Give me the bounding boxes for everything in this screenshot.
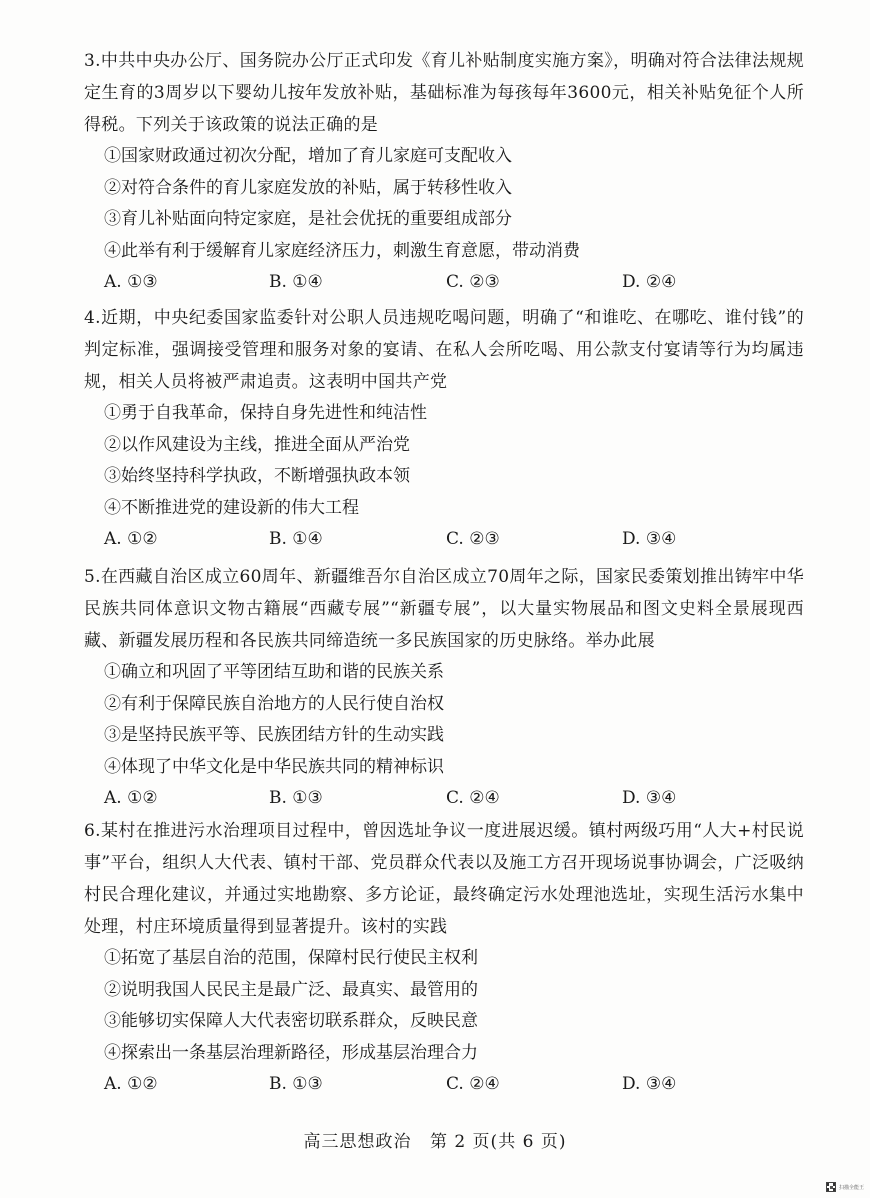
option-2: ②对符合条件的育儿家庭发放的补贴，属于转移性收入 (104, 177, 512, 198)
page-footer (0, 1127, 870, 1152)
scanner-watermark-text: 扫描全能王 (839, 1184, 865, 1191)
answer-a[interactable]: A. ①② (104, 529, 158, 550)
option-2: ②说明我国人民民主是最广泛、最真实、最管用的 (104, 979, 478, 1000)
option-3: ③能够切实保障人大代表密切联系群众，反映民意 (104, 1011, 478, 1032)
question-6 (84, 815, 804, 1100)
answer-d[interactable]: D. ③④ (622, 1074, 677, 1095)
answer-c[interactable]: C. ②③ (446, 272, 500, 293)
answer-c[interactable]: C. ②③ (446, 529, 500, 550)
footer-subject: 高三思想政治 (303, 1132, 412, 1152)
question-stem: 6.某村在推进污水治理项目过程中，曾因选址争议一度进展迟缓。镇村两级巧用“人大+村民说事”平台，组织人大代表、镇村干部、党员群众代表以及施工方召开现场说事协调会，广泛吸纳村民合理化建议，并通过实地勘察、多方论证，最终确定污水处理池选址，实现生活污水集中处理，村庄环境质量得到显著提升。该村的实践 (84, 821, 804, 937)
question-3 (84, 45, 804, 298)
answer-choices (84, 524, 804, 555)
option-2: ②以作风建设为主线，推进全面从严治党 (104, 434, 410, 455)
answer-b[interactable]: B. ①③ (269, 1074, 323, 1095)
option-4: ④体现了中华文化是中华民族共同的精神标识 (104, 756, 444, 777)
question-5 (84, 561, 804, 814)
answer-a[interactable]: A. ①② (104, 1074, 158, 1095)
option-3: ③始终坚持科学执政，不断增强执政本领 (104, 466, 410, 487)
option-1: ①确立和巩固了平等团结互助和谐的民族关系 (104, 662, 444, 682)
question-stem: 4.近期，中央纪委国家监委针对公职人员违规吃喝问题，明确了“和谁吃、在哪吃、谁付钱”的判定标准，强调接受管理和服务对象的宴请、在私人会所吃喝、用公款支付宴请等行为均属违规，相关人员将被严肃追责。这表明中国共产党 (84, 308, 804, 392)
option-3: ③育儿补贴面向特定家庭，是社会优抚的重要组成部分 (104, 209, 512, 230)
answer-b[interactable]: B. ①③ (269, 788, 323, 809)
option-2: ②有利于保障民族自治地方的人民行使自治权 (104, 693, 444, 714)
option-4: ④此举有利于缓解育儿家庭经济压力，刺激生育意愿，带动消费 (104, 240, 580, 261)
answer-b[interactable]: B. ①④ (269, 272, 323, 293)
question-stem: 5.在西藏自治区成立60周年、新疆维吾尔自治区成立70周年之际，国家民委策划推出铸牢中华民族共同体意识文物古籍展“西藏专展”“新疆专展”，以大量实物展品和图文史料全景展现西藏、新疆发展历程和各民族共同缔造统一多民族国家的历史脉络。举办此展 (84, 567, 804, 651)
qr-code-icon (826, 1182, 836, 1192)
answer-choices (84, 783, 804, 814)
question-4 (84, 302, 804, 555)
option-1: ①勇于自我革命，保持自身先进性和纯洁性 (104, 403, 427, 423)
scanner-watermark (826, 1182, 864, 1192)
answer-d[interactable]: D. ③④ (622, 788, 677, 809)
answer-b[interactable]: B. ①④ (269, 529, 323, 550)
answer-c[interactable]: C. ②④ (446, 1074, 500, 1095)
option-3: ③是坚持民族平等、民族团结方针的生动实践 (104, 725, 444, 746)
option-4: ④不断推进党的建设新的伟大工程 (104, 497, 359, 518)
answer-c[interactable]: C. ②④ (446, 788, 500, 809)
answer-d[interactable]: D. ③④ (622, 529, 677, 550)
answer-a[interactable]: A. ①③ (104, 272, 158, 293)
answer-choices (84, 267, 804, 298)
answer-a[interactable]: A. ①② (104, 788, 158, 809)
answer-choices (84, 1069, 804, 1100)
footer-page-number: 第 2 页(共 6 页) (429, 1132, 567, 1152)
option-4: ④探索出一条基层治理新路径，形成基层治理合力 (104, 1042, 478, 1063)
question-stem: 3.中共中央办公厅、国务院办公厅正式印发《育儿补贴制度实施方案》，明确对符合法律法规规定生育的3周岁以下婴幼儿按年发放补贴，基础标准为每孩每年3600元，相关补贴免征个人所得税。下列关于该政策的说法正确的是 (84, 51, 804, 135)
option-1: ①国家财政通过初次分配，增加了育儿家庭可支配收入 (104, 146, 512, 166)
answer-d[interactable]: D. ②④ (622, 272, 677, 293)
option-1: ①拓宽了基层自治的范围，保障村民行使民主权利 (104, 948, 478, 968)
